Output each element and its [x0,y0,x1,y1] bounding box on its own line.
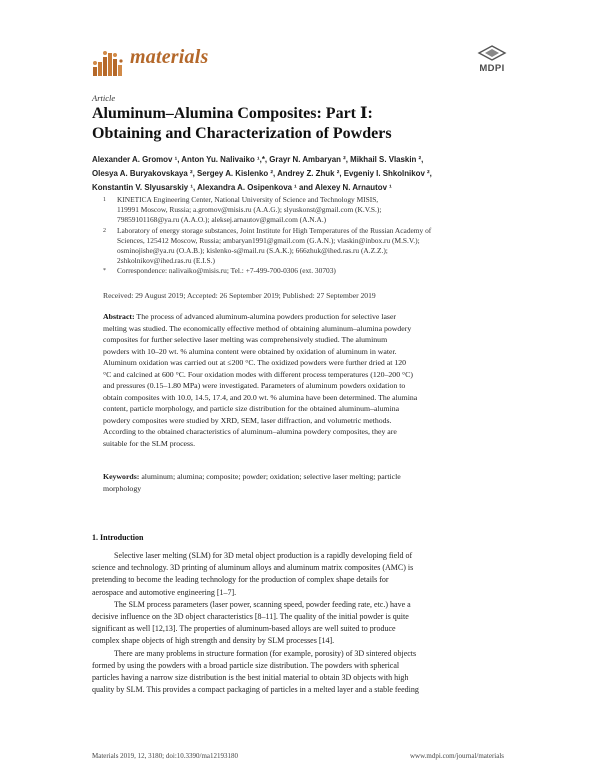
affiliation-entry [103,195,523,226]
correspondence-entry [103,266,523,276]
body-line: significant as well [12,13]. The properties of aluminum-based alloys are well suited to produce [92,624,396,634]
affiliation-number: 1 [103,197,106,203]
journal-logo [92,42,222,82]
body-line: complex shape objects of high strength and density by SLM processes [14]. [92,636,335,646]
abstract-line: Aluminum oxidation was carried out at ≤200 °C. The oxidized powders were further dried at 120 [103,358,407,368]
keywords-first-line [103,471,503,483]
publisher-name: MDPI [479,63,505,74]
keywords-line: aluminum; alumina; composite; powder; oxidation; selective laser melting; particle [139,472,401,481]
affiliation-number: 2 [103,227,106,234]
abstract-line: obtain composites with 10.0, 14.5, 17.4, and 20.0 wt. % alumina have been determined. The alumina [103,392,418,402]
keywords-label: Keywords: [103,472,140,481]
affiliations [103,195,523,277]
abstract-line: The process of advanced aluminum-alumina powders production for selective laser [134,312,397,321]
author-line: Olesya A. Buryakovskaya ², Sergey A. Kislenko ², Andrey Z. Zhuk ², Evgeniy I. Shkolnikov ², [92,169,432,178]
affiliation-line: 2shkolnikov@ihed.ras.ru (E.I.S.) [117,256,215,266]
affiliation-line: 119991 Moscow, Russia; a.gromov@misis.ru (A.A.G.); slyuskonst@gmail.com (K.V.S.); [117,205,382,215]
abstract [103,311,503,450]
abstract-line: suitable for the SLM process. [103,439,196,449]
body-line: particles having a narrow size distribution is the best initial material to obtain 3D objects with high [92,673,409,683]
body-line: science and technology. 3D printing of aluminum alloys and aluminum matrix composites (AMC) is [92,563,414,573]
journal-logo-icon [92,47,126,77]
body-line: There are many problems in structure formation (for example, porosity) of 3D sintered objects [114,648,417,658]
body-line: The SLM process parameters (laser power, scanning speed, powder feeding rate, etc.) have a [114,599,411,609]
correspondence-line: Correspondence: nalivaiko@misis.ru; Tel.: +7-499-700-0306 (ext. 30703) [117,266,336,276]
author-line: Alexander A. Gromov ¹, Anton Yu. Nalivaiko ¹,*, Grayr N. Ambaryan ², Mikhail S. Vlaskin ², [92,155,424,164]
abstract-line: and pressures (0.15–1.80 MPa) were investigated. Parameters of aluminum powders oxidation to [103,381,406,391]
publisher-logo-icon [472,45,512,63]
body-line: pretending to become the leading technology for the production of complex shape details for [92,575,389,585]
affiliation-entry [103,226,523,267]
keywords-line: morphology [103,484,142,493]
footer-citation: Materials 2019, 12, 3180; doi:10.3390/ma12193180 [92,752,239,760]
abstract-line: According to the obtained characteristics of aluminum–alumina powdery composites, they are [103,427,397,437]
abstract-line: °C and calcined at 600 °C. Four oxidation modes with different process temperatures (120–200 °C) [103,369,413,379]
abstract-first-line [103,311,503,323]
abstract-line: content, particle morphology, and particle size distribution for the obtained aluminum–alumina [103,404,400,414]
title-line: Aluminum–Alumina Composites: Part Ⅰ: [92,105,373,122]
keywords [103,471,503,495]
body-line: formed by using the powders with a broad particle size distribution. The powders with spherical [92,660,400,670]
author-line: Konstantin V. Slyusarskiy ¹, Alexandra A. Osipenkova ¹ and Alexey N. Arnautov ¹ [92,183,392,192]
section-heading: 1. Introduction [92,533,144,542]
article-type: Article [92,93,116,103]
footer-url[interactable]: www.mdpi.com/journal/materials [409,752,504,760]
publication-dates: Received: 29 August 2019; Accepted: 26 September 2019; Published: 27 September 2019 [103,291,376,300]
correspondence-marker: * [103,268,106,275]
body-line: Selective laser melting (SLM) for 3D metal object production is a rapidly developing field of [114,551,413,560]
abstract-line: melting was studied. The economically effective method of obtaining aluminum–alumina powdery [103,323,412,333]
affiliation-line: Laboratory of energy storage substances, Joint Institute for High Temperatures of the Russian Academy of [117,225,432,235]
abstract-line: powdery composites were studied by XRD, SEM, laser diffraction, and volumetric methods. [103,415,392,425]
journal-name: materials [130,46,209,68]
abstract-line: composites for further selective laser melting was comprehensively studied. The aluminum [103,335,388,345]
abstract-label: Abstract: [103,312,135,321]
affiliation-line: osminojishe@ya.ru (O.A.B.); kislenko-s@mail.ru (S.A.K.); 666zhuk@ihed.ras.ru (A.Z.Z.); [117,246,388,256]
body-line: decisive influence on the 3D object characteristics [8–11]. The quality of the initial powder is quite [92,612,409,622]
body-line: quality by SLM. This provides a compact packaging of particles in a melted layer and a stable feeding [92,685,419,695]
abstract-line: powders with 10–20 wt. % alumina content were obtained by oxidation of aluminum in water. [103,346,397,356]
body-line: aerospace and automotive engineering [1–7]. [92,587,237,597]
title-line: Obtaining and Characterization of Powders [92,125,392,142]
author-list [92,153,522,195]
affiliation-line: KINETICA Engineering Center, National University of Science and Technology MISIS, [117,195,379,204]
affiliation-line: 79859101168@ya.ru (A.A.O.); aleksej.arnautov@gmail.com (A.N.A.) [117,215,327,225]
paper-title [92,104,522,144]
publisher-logo [472,45,512,79]
affiliation-line: Sciences, 125412 Moscow, Russia; ambaryan1991@gmail.com (G.A.N.); vlaskin@inbox.ru (M.S.V.); [117,235,420,245]
body-text [92,550,504,696]
